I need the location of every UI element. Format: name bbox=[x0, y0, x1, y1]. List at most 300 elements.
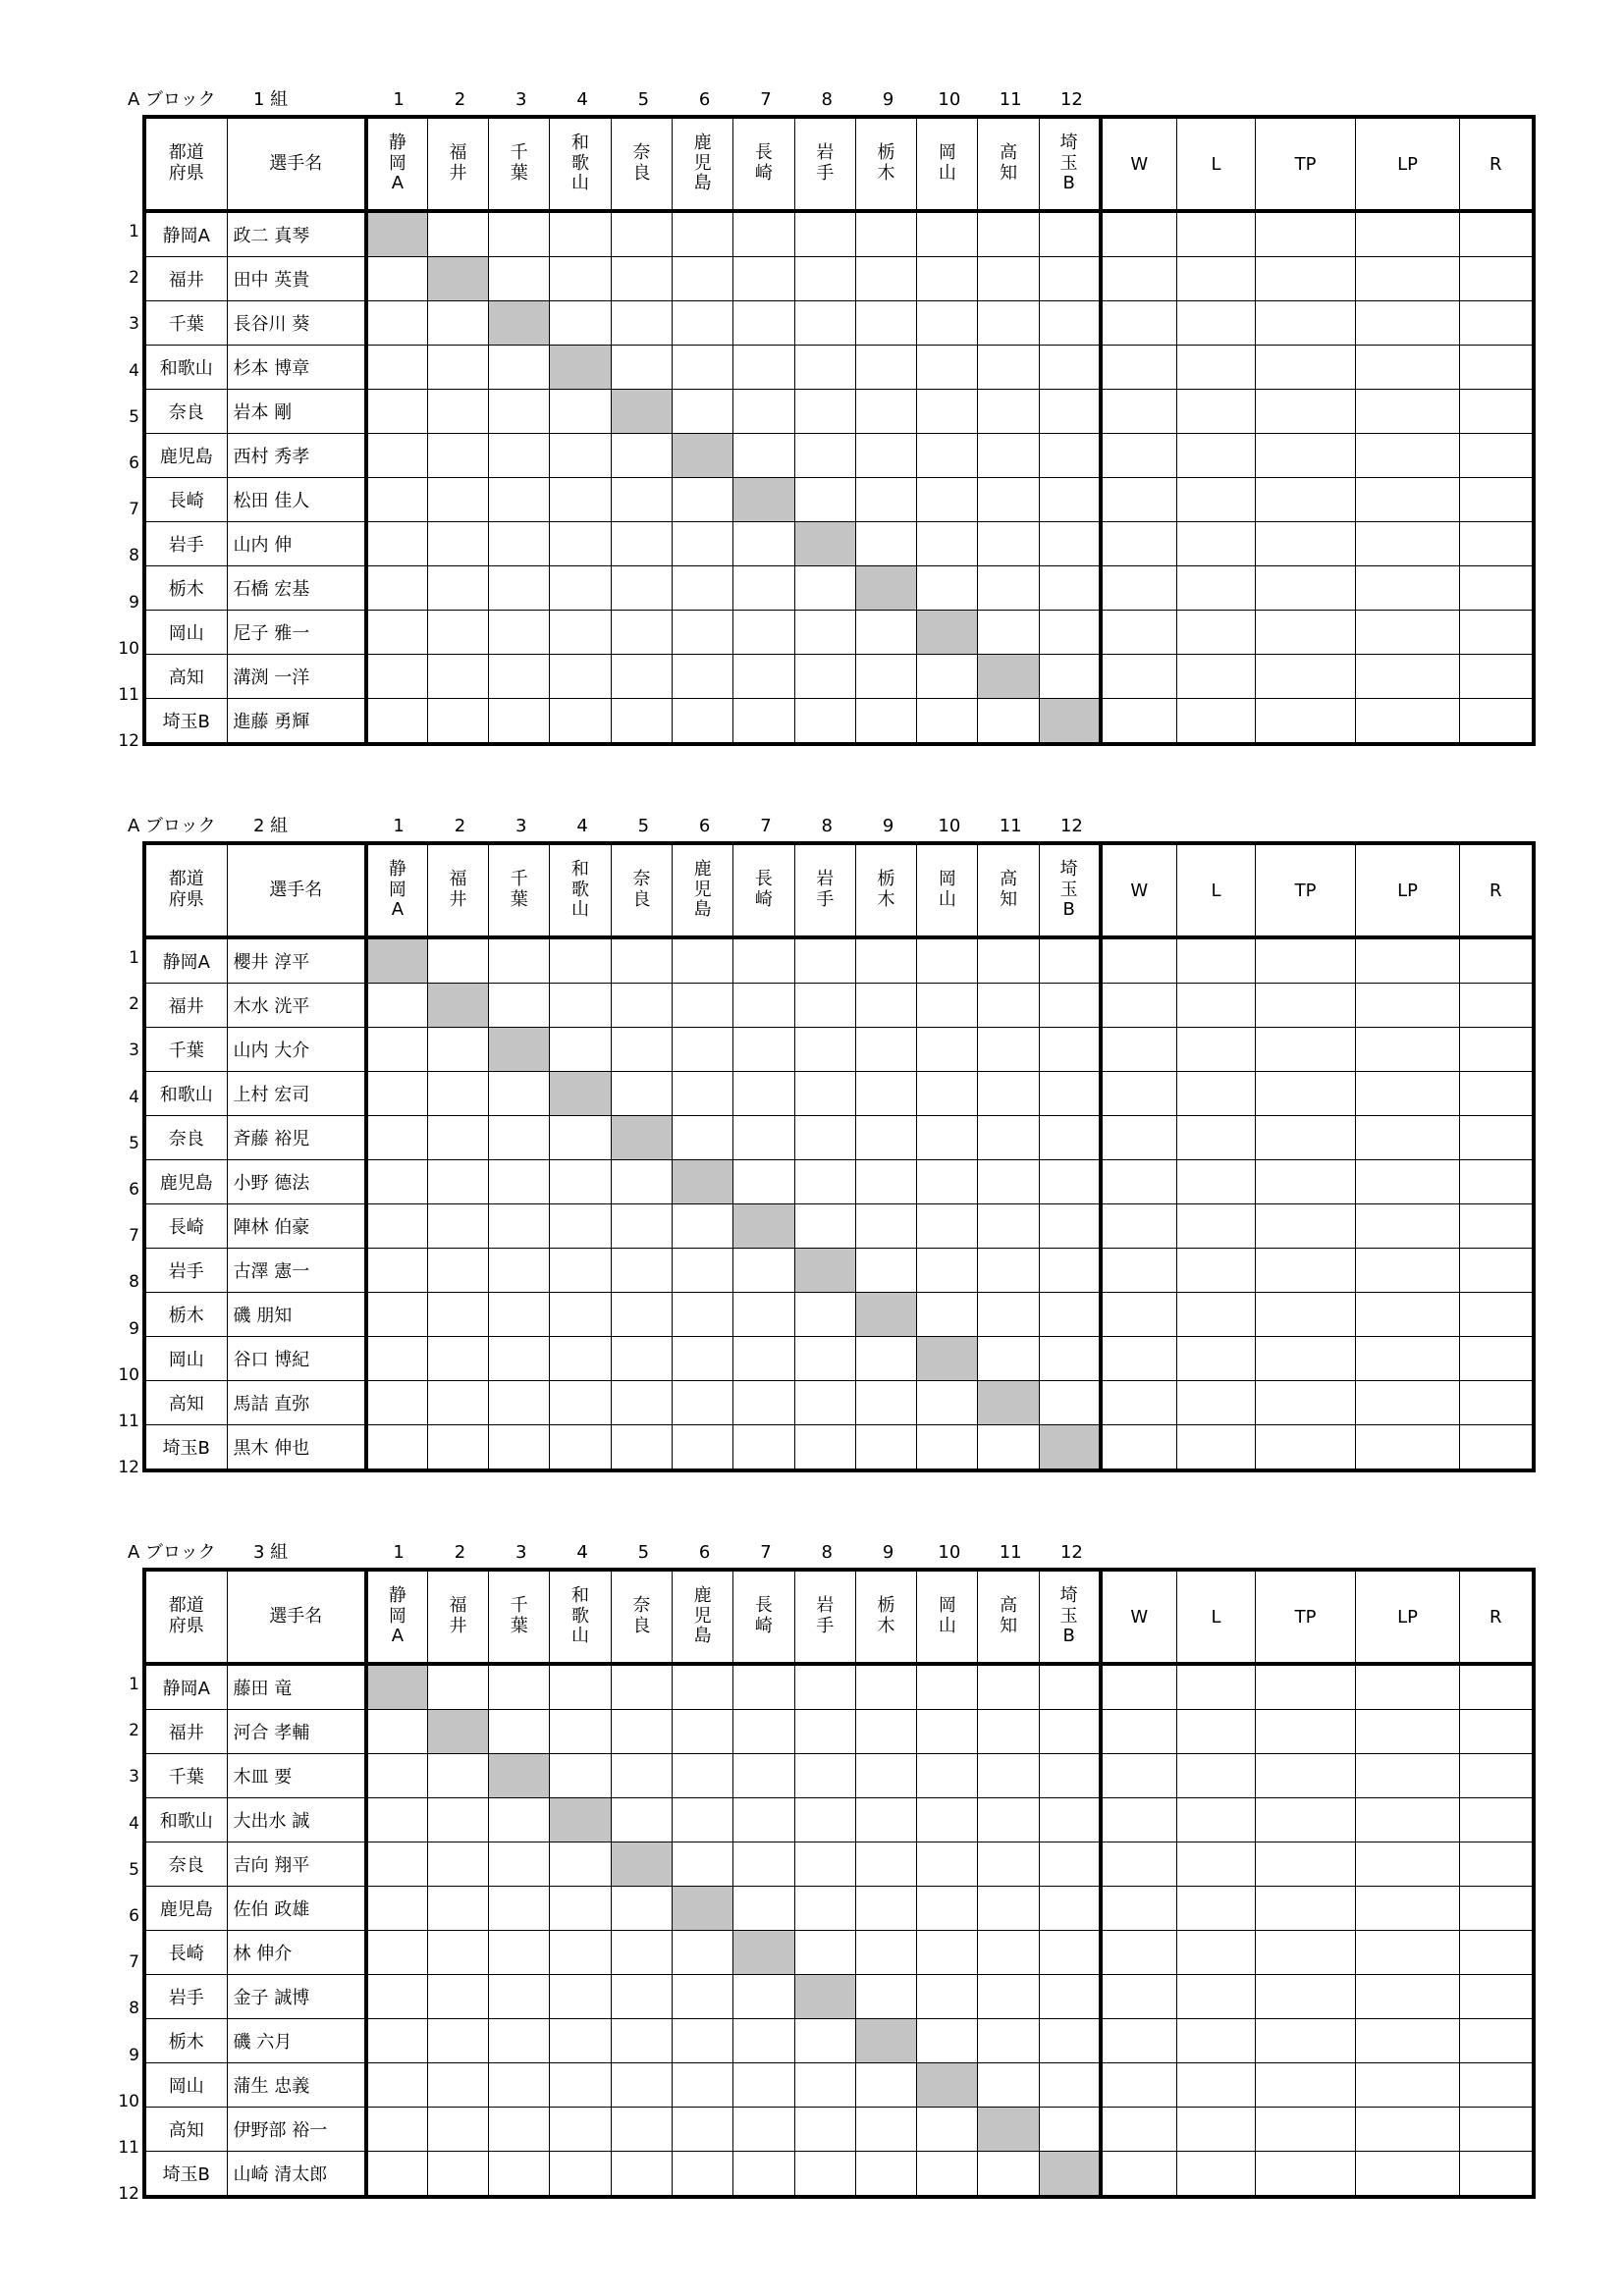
result-cell[interactable] bbox=[489, 1425, 550, 1471]
result-cell[interactable] bbox=[855, 1664, 916, 1710]
result-cell[interactable] bbox=[550, 1425, 611, 1471]
result-cell[interactable] bbox=[733, 1710, 794, 1754]
result-cell[interactable] bbox=[794, 1381, 855, 1425]
result-cell[interactable] bbox=[489, 2063, 550, 2108]
stat-cell-tp[interactable] bbox=[1256, 1710, 1356, 1754]
stat-cell-w[interactable] bbox=[1101, 1116, 1177, 1160]
stat-cell-l[interactable] bbox=[1177, 1975, 1256, 2019]
stat-cell-r[interactable] bbox=[1460, 655, 1534, 699]
stat-cell-r[interactable] bbox=[1460, 2019, 1534, 2063]
result-cell[interactable] bbox=[917, 1425, 978, 1471]
result-cell[interactable] bbox=[855, 1028, 916, 1072]
result-cell[interactable] bbox=[427, 1754, 488, 1798]
stat-cell-tp[interactable] bbox=[1256, 984, 1356, 1028]
result-cell[interactable] bbox=[366, 2019, 427, 2063]
result-cell[interactable] bbox=[427, 1249, 488, 1293]
result-cell[interactable] bbox=[611, 984, 672, 1028]
result-cell[interactable] bbox=[672, 1293, 732, 1337]
result-cell[interactable] bbox=[672, 1116, 732, 1160]
stat-cell-tp[interactable] bbox=[1256, 1931, 1356, 1975]
stat-cell-lp[interactable] bbox=[1356, 1842, 1460, 1887]
result-cell[interactable] bbox=[611, 2152, 672, 2198]
result-cell[interactable] bbox=[1039, 1887, 1100, 1931]
result-cell[interactable] bbox=[855, 434, 916, 478]
stat-cell-w[interactable] bbox=[1101, 699, 1177, 745]
result-cell[interactable] bbox=[550, 1931, 611, 1975]
result-cell[interactable] bbox=[978, 1293, 1039, 1337]
stat-cell-tp[interactable] bbox=[1256, 1293, 1356, 1337]
result-cell[interactable] bbox=[427, 301, 488, 346]
stat-cell-w[interactable] bbox=[1101, 257, 1177, 301]
stat-cell-r[interactable] bbox=[1460, 1425, 1534, 1471]
result-cell[interactable] bbox=[978, 1160, 1039, 1204]
result-cell[interactable] bbox=[611, 566, 672, 611]
stat-cell-r[interactable] bbox=[1460, 1116, 1534, 1160]
result-cell[interactable] bbox=[733, 984, 794, 1028]
result-cell[interactable] bbox=[855, 390, 916, 434]
result-cell[interactable] bbox=[794, 1116, 855, 1160]
stat-cell-lp[interactable] bbox=[1356, 434, 1460, 478]
stat-cell-r[interactable] bbox=[1460, 257, 1534, 301]
result-cell[interactable] bbox=[427, 1842, 488, 1887]
stat-cell-w[interactable] bbox=[1101, 522, 1177, 566]
result-cell[interactable] bbox=[917, 2019, 978, 2063]
result-cell[interactable] bbox=[855, 2063, 916, 2108]
stat-cell-l[interactable] bbox=[1177, 390, 1256, 434]
result-cell[interactable] bbox=[855, 1337, 916, 1381]
result-cell[interactable] bbox=[978, 522, 1039, 566]
result-cell[interactable] bbox=[550, 390, 611, 434]
result-cell[interactable] bbox=[427, 1160, 488, 1204]
result-cell[interactable] bbox=[611, 1887, 672, 1931]
result-cell[interactable] bbox=[366, 984, 427, 1028]
result-cell[interactable] bbox=[978, 346, 1039, 390]
stat-cell-w[interactable] bbox=[1101, 434, 1177, 478]
stat-cell-r[interactable] bbox=[1460, 1842, 1534, 1887]
stat-cell-r[interactable] bbox=[1460, 566, 1534, 611]
stat-cell-lp[interactable] bbox=[1356, 1072, 1460, 1116]
stat-cell-w[interactable] bbox=[1101, 478, 1177, 522]
result-cell[interactable] bbox=[550, 301, 611, 346]
result-cell[interactable] bbox=[917, 1710, 978, 1754]
stat-cell-r[interactable] bbox=[1460, 434, 1534, 478]
stat-cell-r[interactable] bbox=[1460, 1028, 1534, 1072]
stat-cell-w[interactable] bbox=[1101, 1204, 1177, 1249]
result-cell[interactable] bbox=[550, 1249, 611, 1293]
result-cell[interactable] bbox=[672, 1337, 732, 1381]
result-cell[interactable] bbox=[611, 346, 672, 390]
result-cell[interactable] bbox=[855, 1710, 916, 1754]
result-cell[interactable] bbox=[427, 434, 488, 478]
stat-cell-l[interactable] bbox=[1177, 1116, 1256, 1160]
stat-cell-tp[interactable] bbox=[1256, 1160, 1356, 1204]
result-cell[interactable] bbox=[733, 390, 794, 434]
stat-cell-lp[interactable] bbox=[1356, 1425, 1460, 1471]
result-cell[interactable] bbox=[794, 211, 855, 257]
result-cell[interactable] bbox=[733, 1028, 794, 1072]
stat-cell-lp[interactable] bbox=[1356, 1664, 1460, 1710]
result-cell[interactable] bbox=[1039, 566, 1100, 611]
result-cell[interactable] bbox=[672, 1664, 732, 1710]
stat-cell-l[interactable] bbox=[1177, 1664, 1256, 1710]
result-cell[interactable] bbox=[489, 2108, 550, 2152]
result-cell[interactable] bbox=[550, 984, 611, 1028]
result-cell[interactable] bbox=[733, 1249, 794, 1293]
result-cell[interactable] bbox=[489, 1975, 550, 2019]
result-cell[interactable] bbox=[550, 2152, 611, 2198]
result-cell[interactable] bbox=[489, 434, 550, 478]
result-cell[interactable] bbox=[366, 1798, 427, 1842]
result-cell[interactable] bbox=[611, 937, 672, 984]
stat-cell-tp[interactable] bbox=[1256, 1028, 1356, 1072]
result-cell[interactable] bbox=[672, 1425, 732, 1471]
result-cell[interactable] bbox=[855, 2152, 916, 2198]
result-cell[interactable] bbox=[611, 1160, 672, 1204]
result-cell[interactable] bbox=[794, 1072, 855, 1116]
result-cell[interactable] bbox=[611, 1754, 672, 1798]
result-cell[interactable] bbox=[1039, 346, 1100, 390]
result-cell[interactable] bbox=[672, 1028, 732, 1072]
result-cell[interactable] bbox=[489, 1337, 550, 1381]
stat-cell-tp[interactable] bbox=[1256, 1975, 1356, 2019]
stat-cell-tp[interactable] bbox=[1256, 2063, 1356, 2108]
result-cell[interactable] bbox=[794, 2108, 855, 2152]
result-cell[interactable] bbox=[427, 1337, 488, 1381]
result-cell[interactable] bbox=[978, 1887, 1039, 1931]
stat-cell-tp[interactable] bbox=[1256, 211, 1356, 257]
result-cell[interactable] bbox=[366, 1249, 427, 1293]
result-cell[interactable] bbox=[611, 1664, 672, 1710]
result-cell[interactable] bbox=[489, 611, 550, 655]
stat-cell-r[interactable] bbox=[1460, 2063, 1534, 2108]
stat-cell-lp[interactable] bbox=[1356, 1798, 1460, 1842]
result-cell[interactable] bbox=[672, 2019, 732, 2063]
result-cell[interactable] bbox=[917, 478, 978, 522]
stat-cell-r[interactable] bbox=[1460, 937, 1534, 984]
result-cell[interactable] bbox=[794, 984, 855, 1028]
result-cell[interactable] bbox=[489, 1293, 550, 1337]
result-cell[interactable] bbox=[366, 2108, 427, 2152]
result-cell[interactable] bbox=[794, 566, 855, 611]
result-cell[interactable] bbox=[917, 1293, 978, 1337]
result-cell[interactable] bbox=[1039, 1710, 1100, 1754]
result-cell[interactable] bbox=[978, 1975, 1039, 2019]
result-cell[interactable] bbox=[427, 611, 488, 655]
stat-cell-tp[interactable] bbox=[1256, 1204, 1356, 1249]
result-cell[interactable] bbox=[1039, 1842, 1100, 1887]
result-cell[interactable] bbox=[489, 1381, 550, 1425]
result-cell[interactable] bbox=[672, 2108, 732, 2152]
stat-cell-lp[interactable] bbox=[1356, 1293, 1460, 1337]
result-cell[interactable] bbox=[611, 522, 672, 566]
stat-cell-r[interactable] bbox=[1460, 2108, 1534, 2152]
result-cell[interactable] bbox=[794, 655, 855, 699]
result-cell[interactable] bbox=[366, 655, 427, 699]
result-cell[interactable] bbox=[366, 1337, 427, 1381]
result-cell[interactable] bbox=[794, 1710, 855, 1754]
result-cell[interactable] bbox=[1039, 1204, 1100, 1249]
result-cell[interactable] bbox=[855, 1887, 916, 1931]
stat-cell-lp[interactable] bbox=[1356, 1975, 1460, 2019]
result-cell[interactable] bbox=[366, 434, 427, 478]
stat-cell-r[interactable] bbox=[1460, 1249, 1534, 1293]
result-cell[interactable] bbox=[978, 1754, 1039, 1798]
result-cell[interactable] bbox=[733, 699, 794, 745]
result-cell[interactable] bbox=[366, 1293, 427, 1337]
stat-cell-l[interactable] bbox=[1177, 699, 1256, 745]
stat-cell-lp[interactable] bbox=[1356, 257, 1460, 301]
result-cell[interactable] bbox=[794, 1931, 855, 1975]
stat-cell-l[interactable] bbox=[1177, 2063, 1256, 2108]
result-cell[interactable] bbox=[672, 478, 732, 522]
stat-cell-w[interactable] bbox=[1101, 1028, 1177, 1072]
result-cell[interactable] bbox=[427, 478, 488, 522]
stat-cell-lp[interactable] bbox=[1356, 566, 1460, 611]
result-cell[interactable] bbox=[978, 1710, 1039, 1754]
result-cell[interactable] bbox=[733, 611, 794, 655]
result-cell[interactable] bbox=[550, 1381, 611, 1425]
stat-cell-l[interactable] bbox=[1177, 1798, 1256, 1842]
stat-cell-l[interactable] bbox=[1177, 611, 1256, 655]
result-cell[interactable] bbox=[1039, 1381, 1100, 1425]
result-cell[interactable] bbox=[733, 1798, 794, 1842]
stat-cell-w[interactable] bbox=[1101, 390, 1177, 434]
stat-cell-w[interactable] bbox=[1101, 1664, 1177, 1710]
result-cell[interactable] bbox=[611, 2019, 672, 2063]
result-cell[interactable] bbox=[978, 2063, 1039, 2108]
result-cell[interactable] bbox=[611, 434, 672, 478]
result-cell[interactable] bbox=[366, 1887, 427, 1931]
stat-cell-w[interactable] bbox=[1101, 211, 1177, 257]
stat-cell-w[interactable] bbox=[1101, 1293, 1177, 1337]
result-cell[interactable] bbox=[672, 1931, 732, 1975]
stat-cell-w[interactable] bbox=[1101, 1072, 1177, 1116]
result-cell[interactable] bbox=[550, 1293, 611, 1337]
result-cell[interactable] bbox=[978, 434, 1039, 478]
stat-cell-lp[interactable] bbox=[1356, 211, 1460, 257]
result-cell[interactable] bbox=[855, 984, 916, 1028]
result-cell[interactable] bbox=[672, 937, 732, 984]
result-cell[interactable] bbox=[611, 1028, 672, 1072]
result-cell[interactable] bbox=[366, 1028, 427, 1072]
stat-cell-tp[interactable] bbox=[1256, 1887, 1356, 1931]
result-cell[interactable] bbox=[855, 1249, 916, 1293]
result-cell[interactable] bbox=[978, 2019, 1039, 2063]
stat-cell-lp[interactable] bbox=[1356, 2019, 1460, 2063]
stat-cell-tp[interactable] bbox=[1256, 2019, 1356, 2063]
result-cell[interactable] bbox=[672, 1975, 732, 2019]
stat-cell-tp[interactable] bbox=[1256, 2108, 1356, 2152]
result-cell[interactable] bbox=[366, 1116, 427, 1160]
result-cell[interactable] bbox=[917, 566, 978, 611]
result-cell[interactable] bbox=[1039, 434, 1100, 478]
result-cell[interactable] bbox=[366, 390, 427, 434]
result-cell[interactable] bbox=[733, 566, 794, 611]
stat-cell-r[interactable] bbox=[1460, 1293, 1534, 1337]
result-cell[interactable] bbox=[672, 1842, 732, 1887]
stat-cell-lp[interactable] bbox=[1356, 2108, 1460, 2152]
stat-cell-tp[interactable] bbox=[1256, 1072, 1356, 1116]
result-cell[interactable] bbox=[855, 937, 916, 984]
stat-cell-r[interactable] bbox=[1460, 478, 1534, 522]
result-cell[interactable] bbox=[550, 1204, 611, 1249]
result-cell[interactable] bbox=[550, 611, 611, 655]
result-cell[interactable] bbox=[366, 1381, 427, 1425]
stat-cell-r[interactable] bbox=[1460, 1887, 1534, 1931]
result-cell[interactable] bbox=[978, 257, 1039, 301]
result-cell[interactable] bbox=[550, 699, 611, 745]
result-cell[interactable] bbox=[427, 1664, 488, 1710]
stat-cell-w[interactable] bbox=[1101, 1381, 1177, 1425]
result-cell[interactable] bbox=[978, 566, 1039, 611]
result-cell[interactable] bbox=[978, 1337, 1039, 1381]
result-cell[interactable] bbox=[855, 611, 916, 655]
stat-cell-tp[interactable] bbox=[1256, 301, 1356, 346]
result-cell[interactable] bbox=[733, 1116, 794, 1160]
stat-cell-tp[interactable] bbox=[1256, 257, 1356, 301]
result-cell[interactable] bbox=[550, 257, 611, 301]
result-cell[interactable] bbox=[672, 2152, 732, 2198]
result-cell[interactable] bbox=[1039, 211, 1100, 257]
result-cell[interactable] bbox=[489, 257, 550, 301]
result-cell[interactable] bbox=[611, 699, 672, 745]
stat-cell-l[interactable] bbox=[1177, 1425, 1256, 1471]
result-cell[interactable] bbox=[672, 257, 732, 301]
result-cell[interactable] bbox=[672, 1798, 732, 1842]
stat-cell-l[interactable] bbox=[1177, 1204, 1256, 1249]
stat-cell-tp[interactable] bbox=[1256, 390, 1356, 434]
result-cell[interactable] bbox=[489, 1204, 550, 1249]
stat-cell-r[interactable] bbox=[1460, 1204, 1534, 1249]
stat-cell-w[interactable] bbox=[1101, 301, 1177, 346]
result-cell[interactable] bbox=[855, 346, 916, 390]
result-cell[interactable] bbox=[978, 301, 1039, 346]
stat-cell-tp[interactable] bbox=[1256, 522, 1356, 566]
result-cell[interactable] bbox=[855, 301, 916, 346]
stat-cell-lp[interactable] bbox=[1356, 390, 1460, 434]
result-cell[interactable] bbox=[978, 611, 1039, 655]
result-cell[interactable] bbox=[855, 2108, 916, 2152]
result-cell[interactable] bbox=[672, 984, 732, 1028]
result-cell[interactable] bbox=[1039, 1931, 1100, 1975]
result-cell[interactable] bbox=[366, 1754, 427, 1798]
stat-cell-tp[interactable] bbox=[1256, 611, 1356, 655]
result-cell[interactable] bbox=[1039, 611, 1100, 655]
stat-cell-w[interactable] bbox=[1101, 566, 1177, 611]
stat-cell-w[interactable] bbox=[1101, 1425, 1177, 1471]
result-cell[interactable] bbox=[550, 1710, 611, 1754]
result-cell[interactable] bbox=[1039, 1116, 1100, 1160]
result-cell[interactable] bbox=[794, 2019, 855, 2063]
result-cell[interactable] bbox=[489, 1798, 550, 1842]
result-cell[interactable] bbox=[917, 434, 978, 478]
stat-cell-lp[interactable] bbox=[1356, 522, 1460, 566]
stat-cell-l[interactable] bbox=[1177, 2108, 1256, 2152]
result-cell[interactable] bbox=[427, 2019, 488, 2063]
stat-cell-w[interactable] bbox=[1101, 1798, 1177, 1842]
result-cell[interactable] bbox=[855, 478, 916, 522]
result-cell[interactable] bbox=[489, 1664, 550, 1710]
result-cell[interactable] bbox=[611, 1425, 672, 1471]
stat-cell-r[interactable] bbox=[1460, 1072, 1534, 1116]
result-cell[interactable] bbox=[733, 2063, 794, 2108]
stat-cell-tp[interactable] bbox=[1256, 1754, 1356, 1798]
result-cell[interactable] bbox=[794, 937, 855, 984]
result-cell[interactable] bbox=[672, 1249, 732, 1293]
result-cell[interactable] bbox=[550, 937, 611, 984]
result-cell[interactable] bbox=[794, 1204, 855, 1249]
result-cell[interactable] bbox=[489, 211, 550, 257]
result-cell[interactable] bbox=[550, 1337, 611, 1381]
result-cell[interactable] bbox=[427, 655, 488, 699]
stat-cell-r[interactable] bbox=[1460, 2152, 1534, 2198]
stat-cell-w[interactable] bbox=[1101, 1931, 1177, 1975]
result-cell[interactable] bbox=[672, 1381, 732, 1425]
stat-cell-tp[interactable] bbox=[1256, 346, 1356, 390]
result-cell[interactable] bbox=[1039, 984, 1100, 1028]
result-cell[interactable] bbox=[672, 1710, 732, 1754]
result-cell[interactable] bbox=[1039, 1160, 1100, 1204]
result-cell[interactable] bbox=[672, 522, 732, 566]
result-cell[interactable] bbox=[489, 2152, 550, 2198]
result-cell[interactable] bbox=[855, 257, 916, 301]
result-cell[interactable] bbox=[366, 566, 427, 611]
result-cell[interactable] bbox=[366, 1710, 427, 1754]
result-cell[interactable] bbox=[855, 211, 916, 257]
result-cell[interactable] bbox=[917, 1931, 978, 1975]
stat-cell-tp[interactable] bbox=[1256, 1425, 1356, 1471]
result-cell[interactable] bbox=[978, 937, 1039, 984]
result-cell[interactable] bbox=[978, 984, 1039, 1028]
result-cell[interactable] bbox=[917, 1887, 978, 1931]
result-cell[interactable] bbox=[550, 2019, 611, 2063]
result-cell[interactable] bbox=[427, 566, 488, 611]
stat-cell-l[interactable] bbox=[1177, 478, 1256, 522]
result-cell[interactable] bbox=[917, 211, 978, 257]
result-cell[interactable] bbox=[917, 1975, 978, 2019]
result-cell[interactable] bbox=[427, 937, 488, 984]
stat-cell-r[interactable] bbox=[1460, 390, 1534, 434]
stat-cell-l[interactable] bbox=[1177, 434, 1256, 478]
stat-cell-tp[interactable] bbox=[1256, 1249, 1356, 1293]
result-cell[interactable] bbox=[794, 1028, 855, 1072]
result-cell[interactable] bbox=[1039, 2108, 1100, 2152]
result-cell[interactable] bbox=[794, 1293, 855, 1337]
result-cell[interactable] bbox=[366, 1425, 427, 1471]
stat-cell-w[interactable] bbox=[1101, 2019, 1177, 2063]
result-cell[interactable] bbox=[427, 522, 488, 566]
stat-cell-l[interactable] bbox=[1177, 301, 1256, 346]
result-cell[interactable] bbox=[427, 390, 488, 434]
result-cell[interactable] bbox=[978, 2152, 1039, 2198]
stat-cell-l[interactable] bbox=[1177, 346, 1256, 390]
result-cell[interactable] bbox=[611, 611, 672, 655]
stat-cell-l[interactable] bbox=[1177, 1887, 1256, 1931]
result-cell[interactable] bbox=[733, 1381, 794, 1425]
result-cell[interactable] bbox=[794, 2063, 855, 2108]
stat-cell-tp[interactable] bbox=[1256, 1798, 1356, 1842]
result-cell[interactable] bbox=[611, 1975, 672, 2019]
result-cell[interactable] bbox=[794, 301, 855, 346]
result-cell[interactable] bbox=[794, 1425, 855, 1471]
result-cell[interactable] bbox=[489, 655, 550, 699]
result-cell[interactable] bbox=[489, 390, 550, 434]
stat-cell-w[interactable] bbox=[1101, 1249, 1177, 1293]
result-cell[interactable] bbox=[917, 522, 978, 566]
result-cell[interactable] bbox=[672, 699, 732, 745]
result-cell[interactable] bbox=[855, 1204, 916, 1249]
stat-cell-tp[interactable] bbox=[1256, 2152, 1356, 2198]
